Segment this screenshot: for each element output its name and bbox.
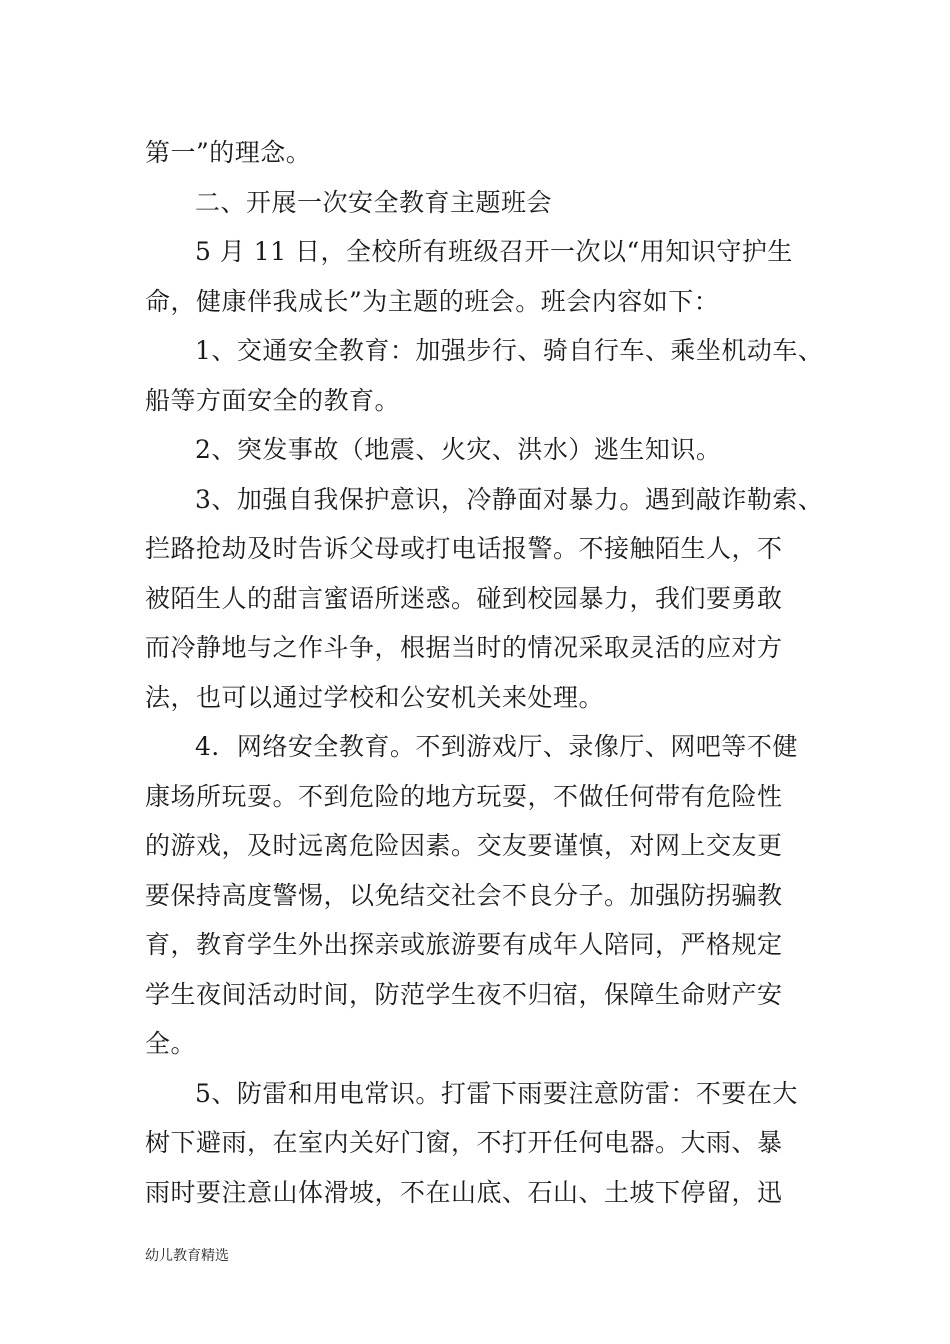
list-item-self-protection: 3、加强自我保护意识，冷静面对暴力。遇到敲诈勒索、 xyxy=(195,484,824,514)
section-heading: 二、开展一次安全教育主题班会 xyxy=(195,187,553,217)
text-line: 树下避雨，在室内关好门窗，不打开任何电器。大雨、暴 xyxy=(145,1128,783,1157)
text-line: 全。 xyxy=(145,1029,197,1058)
text-line: 要保持高度警惕，以免结交社会不良分子。加强防拐骗教 xyxy=(145,880,783,910)
text-line: 命，健康伴我成长”为主题的班会。班会内容如下： xyxy=(145,286,720,316)
page-footer: 幼儿教育精选 xyxy=(145,1248,229,1264)
list-item-traffic-safety: 1、交通安全教育：加强步行、骑自行车、乘坐机动车、 xyxy=(195,336,824,365)
text-line: 雨时要注意山体滑坡，不在山底、石山、土坡下停留，迅 xyxy=(145,1177,783,1207)
list-item-network-safety: 4．网络安全教育。不到游戏厅、录像厅、网吧等不健 xyxy=(195,732,798,761)
text-line: 康场所玩耍。不到危险的地方玩耍，不做任何带有危险性 xyxy=(145,781,783,811)
list-item-lightning-electricity: 5、防雷和用电常识。打雷下雨要注意防雷：不要在大 xyxy=(195,1078,798,1108)
text-line: 的游戏，及时远离危险因素。交友要谨慎，对网上交友更 xyxy=(145,831,783,860)
text-line: 第一”的理念。 xyxy=(145,138,312,167)
text-line: 拦路抢劫及时告诉父母或打电话报警。不接触陌生人，不 xyxy=(145,534,783,563)
list-item-emergency-escape: 2、突发事故（地震、火灾、洪水）逃生知识。 xyxy=(195,435,722,464)
body-text xyxy=(145,128,825,1217)
text-line: 育，教育学生外出探亲或旅游要有成年人陪同，严格规定 xyxy=(145,930,783,959)
text-line: 被陌生人的甜言蜜语所迷惑。碰到校园暴力，我们要勇敢 xyxy=(145,583,783,613)
text-line: 船等方面安全的教育。 xyxy=(145,385,401,415)
text-line: 学生夜间活动时间，防范学生夜不归宿，保障生命财产安 xyxy=(145,979,783,1009)
text-line: 法，也可以通过学校和公安机关来处理。 xyxy=(145,682,605,712)
text-line: 而冷静地与之作斗争，根据当时的情况采取灵活的应对方 xyxy=(145,633,783,662)
text-line: 5 月 11 日，全校所有班级召开一次以“用知识守护生 xyxy=(195,237,793,266)
